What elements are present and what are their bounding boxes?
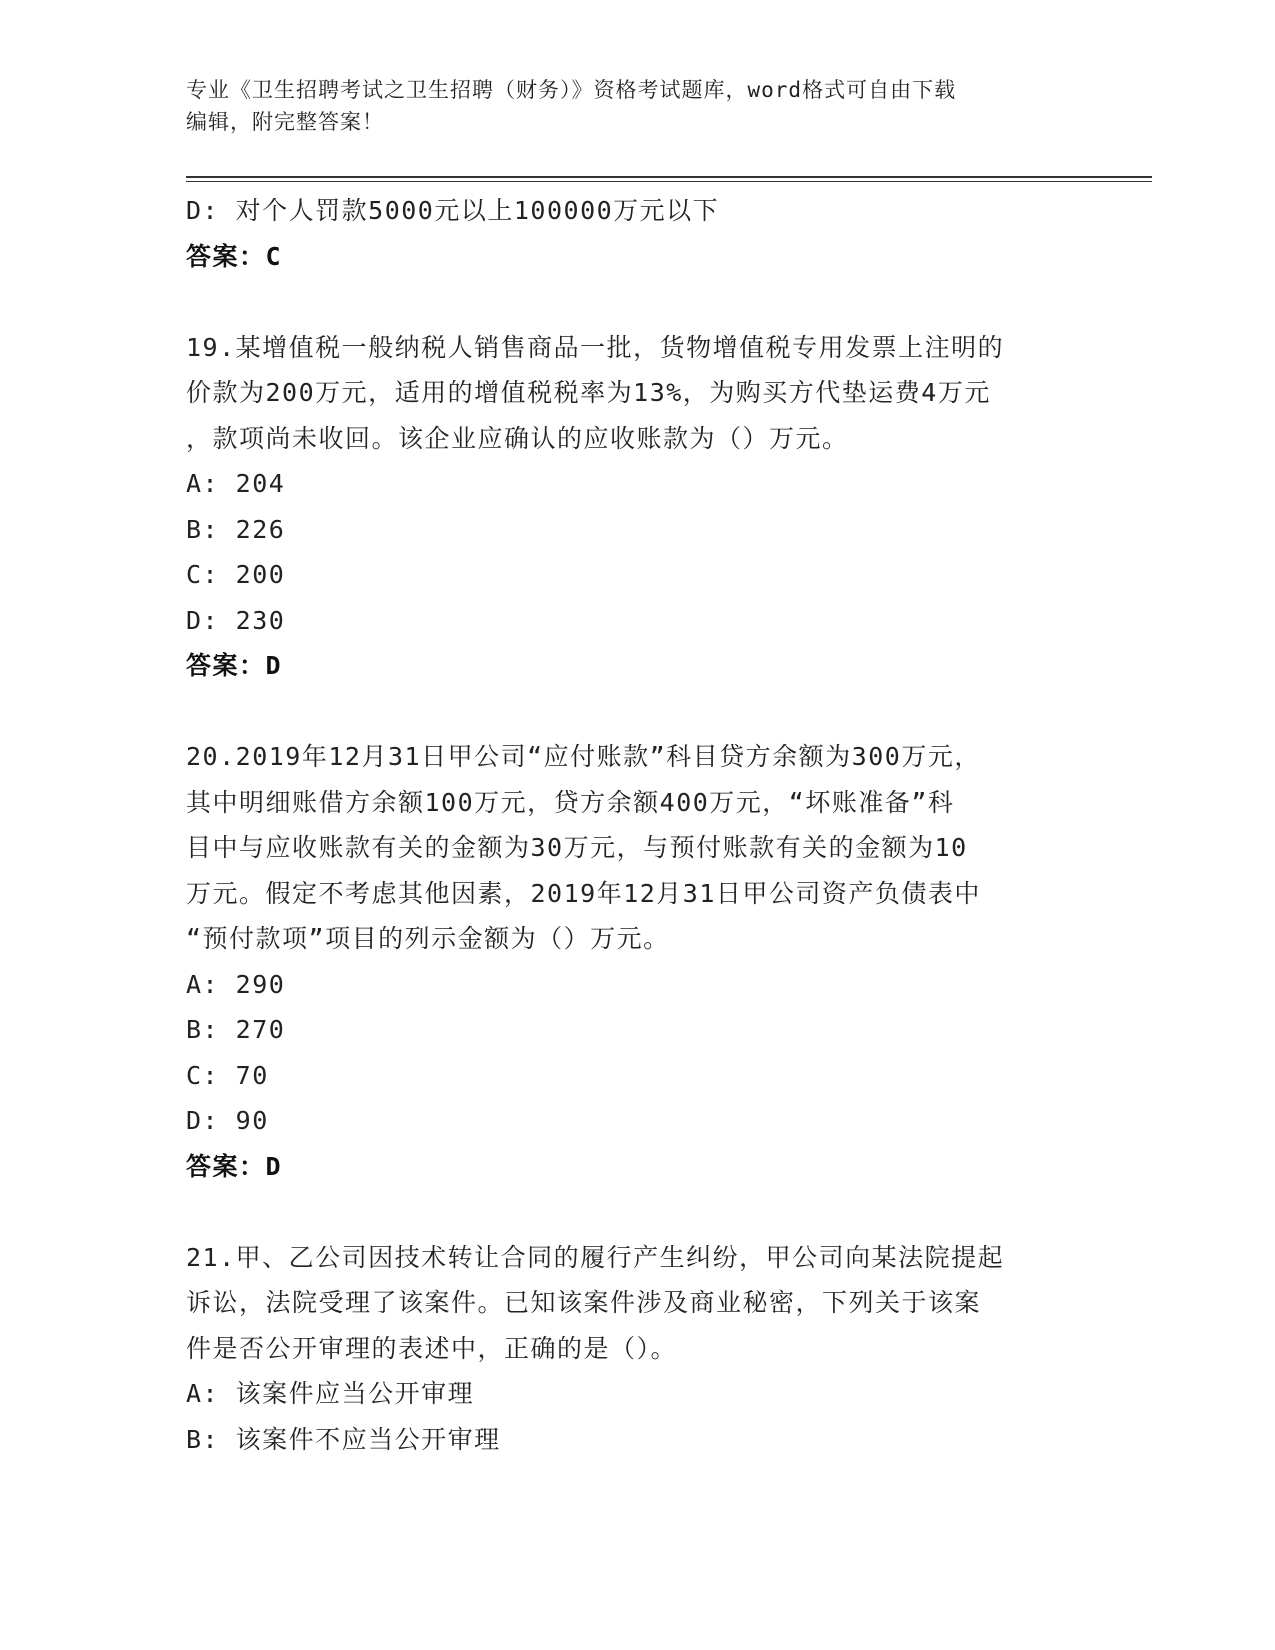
question-20 <box>186 734 1086 1189</box>
question-21 <box>186 1235 1086 1463</box>
option-d: D: 230 <box>186 605 286 635</box>
prev-question-tail <box>186 188 1086 279</box>
question-text-line: 诉讼，法院受理了该案件。已知该案件涉及商业秘密，下列关于该案 <box>186 1288 982 1317</box>
question-text-line: 19.某增值税一般纳税人销售商品一批，货物增值税专用发票上注明的 <box>186 332 1005 362</box>
header-divider-thin <box>186 181 1152 182</box>
option-b: B: 该案件不应当公开审理 <box>186 1424 501 1454</box>
option-c: C: 200 <box>186 560 286 589</box>
question-text-line: 件是否公开审理的表述中，正确的是（）。 <box>186 1333 678 1363</box>
spacer <box>186 279 1086 325</box>
spacer <box>186 689 1086 735</box>
option-b: B: 270 <box>186 1015 286 1044</box>
question-text-line: 其中明细账借方余额100万元，贷方余额400万元，“坏账准备”科 <box>186 787 955 817</box>
answer-line: 答案：D <box>186 1151 283 1181</box>
option-a: A: 该案件应当公开审理 <box>186 1379 475 1408</box>
header-line-2: 编辑，附完整答案！ <box>186 110 384 134</box>
spacer <box>186 1189 1086 1235</box>
option-c: C: 70 <box>186 1060 269 1090</box>
question-text-line: 21.甲、乙公司因技术转让合同的履行产生纠纷，甲公司向某法院提起 <box>186 1242 1005 1272</box>
question-text-line: 目中与应收账款有关的金额为30万元，与预付账款有关的金额为10 <box>186 833 968 862</box>
document-body <box>186 188 1086 1462</box>
question-text-line: 20.2019年12月31日甲公司“应付账款”科目贷方余额为300万元， <box>186 742 981 771</box>
question-text-line: “预付款项”项目的列示金额为（）万元。 <box>186 924 670 953</box>
option-a: A: 204 <box>186 469 286 498</box>
answer-line: 答案：D <box>186 651 283 680</box>
option-d: D: 90 <box>186 1106 269 1135</box>
answer-line: 答案：C <box>186 241 283 271</box>
question-text-line: 万元。假定不考虑其他因素，2019年12月31日甲公司资产负债表中 <box>186 878 981 908</box>
option-d: D: 对个人罚款5000元以上100000万元以下 <box>186 196 720 225</box>
option-b: B: 226 <box>186 514 286 544</box>
question-19 <box>186 325 1086 689</box>
header-divider-thick <box>186 176 1152 178</box>
document-header <box>186 74 1086 138</box>
question-text-line: ，款项尚未收回。该企业应确认的应收账款为（）万元。 <box>186 423 849 453</box>
option-a: A: 290 <box>186 969 286 999</box>
header-line-1: 专业《卫生招聘考试之卫生招聘（财务）》资格考试题库，word格式可自由下载 <box>186 78 957 102</box>
question-text-line: 价款为200万元，适用的增值税税率为13%，为购买方代垫运费4万元 <box>186 378 991 407</box>
